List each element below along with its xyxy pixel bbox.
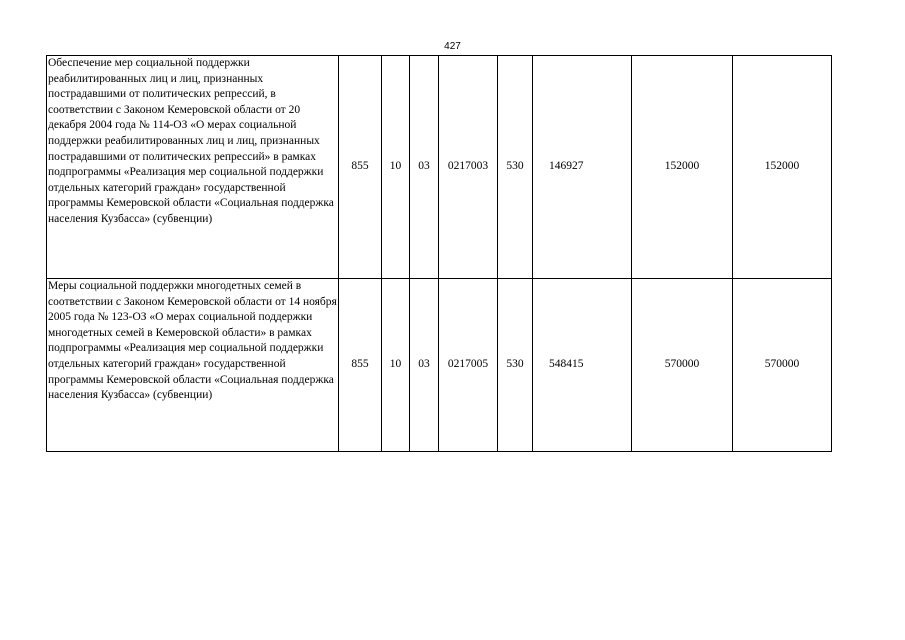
- target-article-code: 0217003: [439, 56, 498, 279]
- amount-year-2: 152000: [632, 56, 733, 279]
- amount-year-3: 152000: [733, 56, 832, 279]
- expense-type-code: 530: [498, 56, 533, 279]
- ministry-code: 855: [339, 56, 382, 279]
- amount-year-3: 570000: [733, 279, 832, 452]
- budget-table: [46, 55, 832, 452]
- amount-year-1: 146927: [533, 56, 632, 279]
- row-description: Меры социальной поддержки многодетных семей в соответствии с Законом Кемеровской области от 14 ноября 2005 года № 123-ОЗ «О мерах социальной поддержки многодетных семей в Кемеровской области» в рамках подпрограммы «Реализация мер социальной поддержки отдельных категорий граждан» государственной программы Кемеровской области «Социальная поддержка населения Кузбасса» (субвенции): [47, 279, 339, 452]
- row-description: Обеспечение мер социальной поддержки реабилитированных лиц и лиц, признанных пострадавшими от политических репрессий, в соответствии с Законом Кемеровской области от 20 декабря 2004 года № 114-ОЗ «О мерах социальной поддержки реабилитированных лиц и лиц, признанных пострадавшими от политических репрессий» в рамках подпрограммы «Реализация мер социальной поддержки отдельных категорий граждан» государственной программы Кемеровской области «Социальная поддержка населения Кузбасса» (субвенции): [47, 56, 339, 279]
- subsection-code: 03: [410, 279, 439, 452]
- section-code: 10: [382, 279, 410, 452]
- section-code: 10: [382, 56, 410, 279]
- page-number: 427: [444, 41, 461, 52]
- table-row: [47, 56, 832, 279]
- amount-year-1: 548415: [533, 279, 632, 452]
- target-article-code: 0217005: [439, 279, 498, 452]
- subsection-code: 03: [410, 56, 439, 279]
- table-row: [47, 279, 832, 452]
- amount-year-2: 570000: [632, 279, 733, 452]
- ministry-code: 855: [339, 279, 382, 452]
- expense-type-code: 530: [498, 279, 533, 452]
